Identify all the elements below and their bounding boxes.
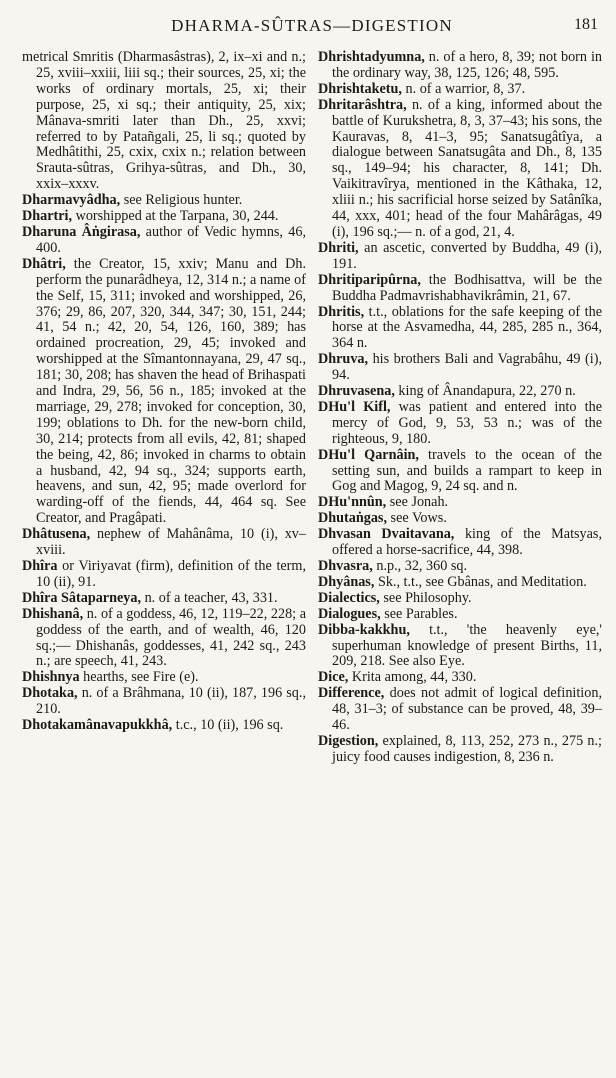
- entry-text: an ascetic, converted by Buddha, 49 (i), 191.: [332, 239, 602, 272]
- index-entry: [318, 511, 602, 527]
- entry-text: travels to the ocean of the setting sun, and builds a rampart to keep in Gog and Magog, 9, 24 sq. and n.: [332, 446, 602, 495]
- right-column: [318, 50, 602, 766]
- index-entry: [22, 209, 306, 225]
- entry-text: see Vows.: [387, 510, 447, 527]
- entry-headword: Dialogues,: [318, 605, 381, 622]
- index-entry: [318, 607, 602, 623]
- index-entry: [22, 193, 306, 209]
- index-entry: [318, 559, 602, 575]
- entry-text: see Parables.: [380, 605, 458, 622]
- entry-headword: DHu'nnûn,: [318, 494, 387, 511]
- entry-headword: Dhvasan Dvaitavana,: [318, 526, 455, 543]
- entry-headword: Dhâtusena,: [22, 526, 91, 543]
- page-header: [22, 14, 602, 40]
- entry-headword: Dhutaṅgas,: [318, 510, 387, 527]
- index-entry: [318, 50, 602, 82]
- index-entry: [22, 686, 306, 718]
- entry-text: t.c., 10 (ii), 196 sq.: [172, 717, 284, 734]
- entry-text: explained, 8, 113, 252, 273 n., 275 n.; juicy food causes indigestion, 8, 236 n.: [332, 732, 602, 765]
- index-entry: [22, 257, 306, 527]
- index-entry: [318, 273, 602, 305]
- entry-text: his brothers Bali and Vagrabâhu, 49 (i), 94.: [332, 351, 602, 384]
- index-entry: [318, 670, 602, 686]
- entry-text: n. of a teacher, 43, 331.: [141, 589, 278, 606]
- index-entry: [318, 575, 602, 591]
- entry-text: n. of a warrior, 8, 37.: [401, 80, 526, 97]
- entry-headword: Digestion,: [318, 732, 379, 749]
- entry-headword: Dibba-kakkhu,: [318, 621, 410, 638]
- index-entry: [318, 448, 602, 496]
- entry-text: see Jonah.: [386, 494, 449, 511]
- entry-text: n. of a goddess, 46, 12, 119–22, 228; a goddess of the earth, and of wealth, 46, 120 sq.;— Dhishanâs, goddesses, 41, 242 sq., 243 n.; are speech, 41, 243.: [36, 605, 306, 670]
- entry-headword: Dhâtri,: [22, 255, 66, 272]
- entry-headword: Dhvasra,: [318, 558, 373, 574]
- index-entry: [318, 305, 602, 353]
- index-entry: [22, 527, 306, 559]
- entry-text: n.p., 32, 360 sq.: [372, 558, 467, 574]
- entry-text: king of Ânandapura, 22, 270 n.: [394, 383, 576, 400]
- index-entry: [318, 352, 602, 384]
- entry-text: Sk., t.t., see Gbânas, and Meditation.: [374, 573, 587, 590]
- index-entry: [318, 527, 602, 559]
- index-entry: [318, 400, 602, 448]
- entry-text: Krita among, 44, 330.: [348, 669, 477, 686]
- index-entry: [318, 98, 602, 241]
- entry-text: n. of a king, informed about the battle of Kurukshetra, 8, 3, 37–43; his sons, the Kauravas, 8, 41–3, 95; Sanatsugâtîya, a dialogue between Sanatsugâta and Dh., 8, 135 sq., 149–94; his character, 8, 141; Dh. Vaikitravîrya, mentioned in the Kâthaka, 12, xliii n.; his sacrificial horse seized by Satânîka, 44, xxx, 401; head of the four Mahârâgas, 49 (i), 196 sq.;— n. of a god, 21, 4.: [332, 96, 602, 240]
- index-entry: [22, 591, 306, 607]
- index-entry: [318, 495, 602, 511]
- entry-headword: Dhotakamânavapukkhâ,: [22, 717, 173, 734]
- entry-text: see Religious hunter.: [120, 192, 243, 209]
- index-entry: [22, 670, 306, 686]
- index-entry: [22, 559, 306, 591]
- entry-text: worshipped at the Tarpana, 30, 244.: [72, 208, 279, 225]
- entry-headword: Dhritarâshtra,: [318, 96, 407, 113]
- entry-headword: DHu'l Kifl,: [318, 398, 391, 415]
- entry-headword: DHu'l Qarnâin,: [318, 446, 419, 463]
- index-columns: [22, 50, 602, 766]
- entry-text: author of Vedic hymns, 46, 400.: [36, 223, 306, 256]
- index-entry: [318, 686, 602, 734]
- entry-headword: Dhriti,: [318, 239, 359, 256]
- entry-headword: Dhotaka,: [22, 685, 78, 702]
- index-entry: [22, 718, 306, 734]
- entry-headword: Dhîra Sâtaparneya,: [22, 589, 142, 606]
- entry-text: n. of a Brâhmana, 10 (ii), 187, 196 sq., 210.: [36, 685, 306, 718]
- entry-headword: Dhruva,: [318, 351, 369, 368]
- index-entry: [318, 734, 602, 766]
- entry-text: does not admit of logical definition, 48, 31–3; of substance can be proved, 48, 39–46.: [332, 685, 602, 734]
- entry-headword: Dhishnya: [22, 669, 80, 686]
- entry-headword: Dhritis,: [318, 303, 365, 320]
- entry-headword: Dhruvasena,: [318, 383, 395, 400]
- entry-headword: Dhartri,: [22, 208, 73, 225]
- entry-headword: Dice,: [318, 669, 349, 686]
- index-entry: [22, 225, 306, 257]
- entry-headword: Dhrishtaketu,: [318, 80, 402, 97]
- entry-text: t.t., oblations for the safe keeping of the horse at the Asvamedha, 44, 285, 285 n., 364, 364 n.: [332, 303, 602, 352]
- entry-headword: Dhrishtadyumna,: [318, 49, 425, 65]
- entry-headword: Dhyânas,: [318, 573, 375, 590]
- entry-headword: Dialectics,: [318, 589, 380, 606]
- entry-text: the Bodhisattva, will be the Buddha Padmavrishabhavikrâmin, 21, 67.: [332, 271, 602, 304]
- entry-headword: Dharmavyâdha,: [22, 192, 121, 209]
- entry-text: hearths, see Fire (e).: [79, 669, 199, 686]
- index-entry: [318, 241, 602, 273]
- index-entry: [318, 82, 602, 98]
- entry-text: n. of a hero, 8, 39; not born in the ordinary way, 38, 125, 126; 48, 595.: [332, 49, 602, 81]
- entry-text: or Viriyavat (firm), definition of the term, 10 (ii), 91.: [36, 558, 306, 590]
- entry-text: t.t., 'the heavenly eye,' superhuman knowledge of present Births, 11, 209, 218. See also Eye.: [332, 621, 602, 670]
- index-entry: [318, 591, 602, 607]
- index-entry: [318, 623, 602, 671]
- entry-text: king of the Matsyas, offered a horse-sacrifice, 44, 398.: [332, 526, 602, 559]
- entry-headword: Dhîra: [22, 558, 58, 574]
- entry-text: nephew of Mahânâma, 10 (i), xv–xviii.: [36, 526, 306, 559]
- entry-headword: Dhishanâ,: [22, 605, 84, 622]
- entry-text: the Creator, 15, xxiv; Manu and Dh. perform the punarâdheya, 12, 314 n.; a name of the Self, 15, 311; invoked and worshipped, 26, 376; 29, 86, 207, 320, 344, 347; 30, 151, 244; 41, 54 n.; 42, 20, 54, 126, 160, 389; has ordained procreation, 29, 45; invoked and worshipped at the Sîmantonnayana, 29, 47 sq., 181; 30, 208; has shaven the head of Brihaspati and Indra, 29, 56, 56 n., 185; invoked at the marriage, 29, 278; invoked for conception, 30, 199; oblations to Dh. for the new-born child, 30, 214; protects from all evils, 42, 81; shaped the being, 42, 86; invoked in charms to obtain a husband, 42, 94 sq., 324; supports earth, heavens, and sun, 42, 95; made overlord for warding-off of the fiends, 44, 464 sq. See Creator, and Pragâpati.: [36, 255, 306, 527]
- left-column: [22, 50, 306, 766]
- entry-text: see Philosophy.: [379, 589, 472, 606]
- running-title: DHARMA-SÛTRAS—DIGESTION: [171, 16, 453, 35]
- index-entry: [22, 50, 306, 193]
- entry-headword: Difference,: [318, 685, 385, 702]
- entry-text: metrical Smritis (Dharmasâstras), 2, ix–xi and n.; 25, xviii–xxiii, liii sq.; their sources, 25, xi; the works of ordinary mortals, 25, xi; their purpose, 25, xi sq.; their antiquity, 25, xix; Mânava-smriti later than Dh., 25, xxvi; referred to by Patañgali, 25, li sq.; quoted by Medhâtithi, 25, cxix, cxix n.; relation between Srauta-sûtras, Grihya-sûtras, and Dh., 30, xxix–xxxv.: [22, 49, 306, 193]
- entry-headword: Dharuna Âṅgirasa,: [22, 223, 141, 240]
- index-entry: [318, 384, 602, 400]
- index-entry: [22, 607, 306, 671]
- entry-headword: Dhritiparipûrna,: [318, 271, 421, 288]
- entry-text: was patient and entered into the mercy of God, 9, 53, 53 n.; was of the righteous, 9, 180.: [332, 398, 602, 447]
- page-number: 181: [574, 16, 598, 33]
